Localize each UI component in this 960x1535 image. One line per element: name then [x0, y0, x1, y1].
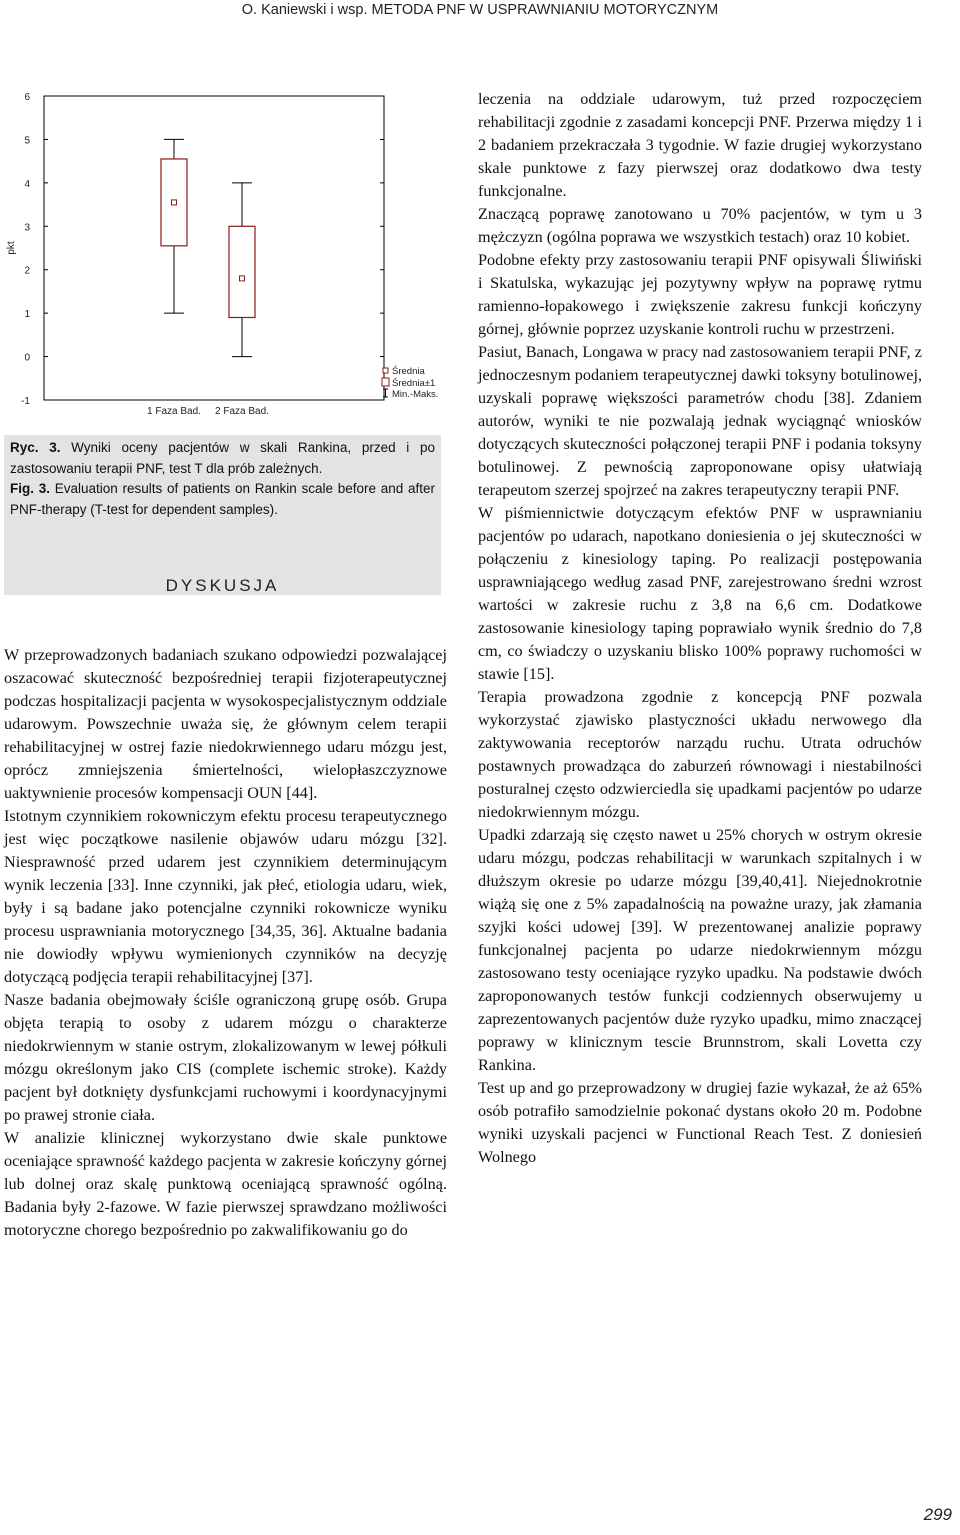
paragraph: leczenia na oddziale udarowym, tuż przed rozpoczęciem rehabilitacji zgodnie z zasadami koncepcji PNF. Przerwa między 1 i 2 badaniem przekraczała 3 tygodnie. W fazie drugiej wykorzystano skale punktowe z fazy pierwszej oraz dodatkowo dwa testy funkcjonalne.: [478, 90, 922, 200]
caption-pl-text: Wyniki oceny pacjentów w skali Rankina, przed i po zastosowaniu terapii PNF, test T dla prób zależnych.: [10, 440, 436, 476]
y-tick-label: 1: [24, 309, 30, 321]
paragraph: Podobne efekty przy zastosowaniu terapii PNF opisywali Śliwiński i Skatulska, wykazując jej pozytywny wpływ na poprawę rytmu ramienno-łopakowego i zwiększenie zakresu funkcji kończyny górnej, głównie poprzez uzyskanie kontroli ruchu w przestrzeni.: [478, 251, 922, 338]
section-title: DYSKUSJA: [165, 576, 280, 595]
paragraph: W analizie klinicznej wykorzystano dwie skale punktowe oceniające sprawność każdego pacjenta w zakresie kończyny górnej lub dolnej oraz skalę punktową oceniającą sprawność ogólną. Badania były 2-fazowe. W fazie pierwszej sprawdzano możliwości motoryczne chorego bezpośrednio po zakwalifikowaniu go do: [4, 1129, 447, 1239]
paragraph: Pasiut, Banach, Longawa w pracy nad zastosowaniem terapii PNF, z jednoczesnym podaniem terapeutycznej dawki toksyny botulinowej, uzyskali poprawę większości parametrów chodu [38]. Zdaniem autorów, wyniki te nie pozwalają jednak wyciągnąć wniosków dotyczących skuteczności połączonej terapii PNF i podania toksyny botulinowej. Z pewnością zaproponowane opisy ułatwiają terapeutom szerzej spojrzeć na zakres terapeutyczny terapii PNF.: [478, 343, 922, 499]
paragraph: Nasze badania obejmowały ściśle ograniczoną grupę osób. Grupa objęta terapią to osoby z udarem mózgu o charakterze niedokrwiennym w stanie ostrym, zlokalizowanym w lewej półkuli mózgu określonym jako CIS (complete ischemic stroke). Każdy pacjent był dotknięty dysfunkcjami ruchowymi i koordynacyjnymi po prawej stronie ciała.: [4, 991, 447, 1124]
x-tick-label: 2 Faza Bad.: [215, 406, 269, 417]
y-tick-label: 3: [24, 222, 30, 234]
y-tick-label: 2: [24, 265, 30, 277]
figure: [4, 80, 453, 520]
caption-en-label: Fig. 3.: [10, 481, 50, 496]
figure-caption: [4, 435, 441, 595]
legend-sd-label: Średnia±1: [392, 378, 436, 389]
paragraph: Istotnym czynnikiem rokowniczym efektu procesu terapeutycznego jest więc początkowe nasilenie objawów udaru mózgu [32]. Niesprawność przed udarem jest czynnikiem determinującym wynik leczenia [33]. Inne czynniki, jak płeć, etiologia udaru, wiek, były i są badane jako potencjalne czynniki rokownicze wyniku procesu usprawniania motorycznego [34,35, 36]. Aktualne badania nie dowiodły wpływu wymienionych czynników na decyzję dotyczącą podjęcia terapii rehabilitacyjnej [37].: [4, 807, 447, 986]
y-tick-label: -1: [21, 396, 30, 407]
y-tick-label: 6: [24, 92, 30, 103]
paragraph: Terapia prowadzona zgodnie z koncepcją PNF pozwala wykorzystać zjawisko plastyczności układu nerwowego dla zaktywowania receptorów narządu ruchu. Utrata odruchów postawnych prowadząca do zaburzeń równowagi i niestabilności posturalnej często odzwierciedla się upadkami pacjentów po udarze niedokrwiennym mózgu.: [478, 688, 922, 821]
mean-marker: [240, 276, 245, 281]
caption-pl: [10, 438, 435, 479]
caption-en: [10, 479, 435, 520]
paragraph: Upadki zdarzają się często nawet u 25% chorych w ostrym okresie udaru mózgu, podczas rehabilitacji w warunkach szpitalnych i w dłuższym okresie po udarze mózgu [39,40,41]. Niejednokrotnie wiążą się one z 5% zapadalnością na poważne urazy, jak złamania szyjki kości udowej [39]. W prezentowanej analizie poprawy funkcjonalnej pacjenta po udarze niedokrwiennym mózgu zastosowano testy oceniające ryzyko upadku. Na podstawie dwóch zaproponowanych testów funkcji codziennych obserwujemy u zaprezentowanych pacjentów duże ryzyko upadku, mimo znaczącej poprawy w klinicznym tescie Brunnstrom, skali Lovetta czy Rankina.: [478, 826, 922, 1074]
y-tick-label: 4: [24, 178, 30, 190]
y-tick-label: 0: [24, 352, 30, 364]
paragraph: W przeprowadzonych badaniach szukano odpowiedzi pozwalającej oszacować skuteczność bezpośredniej terapii fizjoterapeutycznej podczas hospitalizacji pacjenta w wysokospecjalistycznym oddziale udarowym. Powszechnie uważa się, że głównym celem terapii rehabilitacyjnej w ostrej fazie niedokrwiennego udaru mózgu jest, oprócz zmniejszenia śmiertelności, wielopłaszczyznowe uaktywnienie procesów kompensacji OUN [44].: [4, 646, 447, 802]
legend-minmax-label: Min.-Maks.: [392, 389, 439, 400]
sd-box: [229, 226, 255, 317]
left-column: [4, 644, 447, 1242]
page-number: 299: [923, 1505, 952, 1524]
running-header: O. Kaniewski i wsp. METODA PNF W USPRAWNIANIU MOTORYCZNYM: [241, 2, 719, 18]
plot-frame: [44, 96, 384, 400]
caption-pl-label: Ryc. 3.: [10, 440, 61, 455]
y-tick-label: 5: [24, 135, 30, 147]
legend-mean-marker: [383, 368, 388, 373]
caption-en-text: Evaluation results of patients on Rankin scale before and after PNF-therapy (T-test for dependent samples).: [10, 481, 435, 517]
right-column: [478, 88, 922, 1169]
paragraph: Test up and go przeprowadzony w drugiej fazie wykazał, że aż 65% osób potrafiło samodzielnie pokonać dystans około 20 m. Podobne wyniki uzyskali pacjenci w Functional Reach Test. Z doniesień Wolnego: [478, 1079, 922, 1166]
legend-mean-label: Średnia: [392, 366, 425, 377]
legend-sd-box: [382, 378, 389, 386]
paragraph: W piśmiennictwie dotyczącym efektów PNF w usprawnianiu pacjentów po udarach, napotkano doniesienia o jej skuteczności w połączeniu z kinesiology taping. Po realizacji postępowania usprawniającego według zasad PNF, zarejestrowano średni wzrost wartości w zakresie ruchu z 3,8 na 6,6 cm. Dodatkowe zastosowanie kinesiology taping poprawiało wynik średnio do 7,8 cm, co świadczy o uzyskaniu blisko 100% poprawy ruchomości w stawie [15].: [478, 504, 922, 683]
y-axis-label: pkt: [6, 241, 17, 255]
paragraph: Znaczącą poprawę zanotowano u 70% pacjentów, w tym u 3 mężczyzn (ogólna poprawa we wszystkich testach) oraz 10 kobiet.: [478, 205, 922, 246]
x-tick-label: 1 Faza Bad.: [147, 406, 201, 417]
mean-marker: [172, 200, 177, 205]
box-chart: [4, 80, 453, 420]
